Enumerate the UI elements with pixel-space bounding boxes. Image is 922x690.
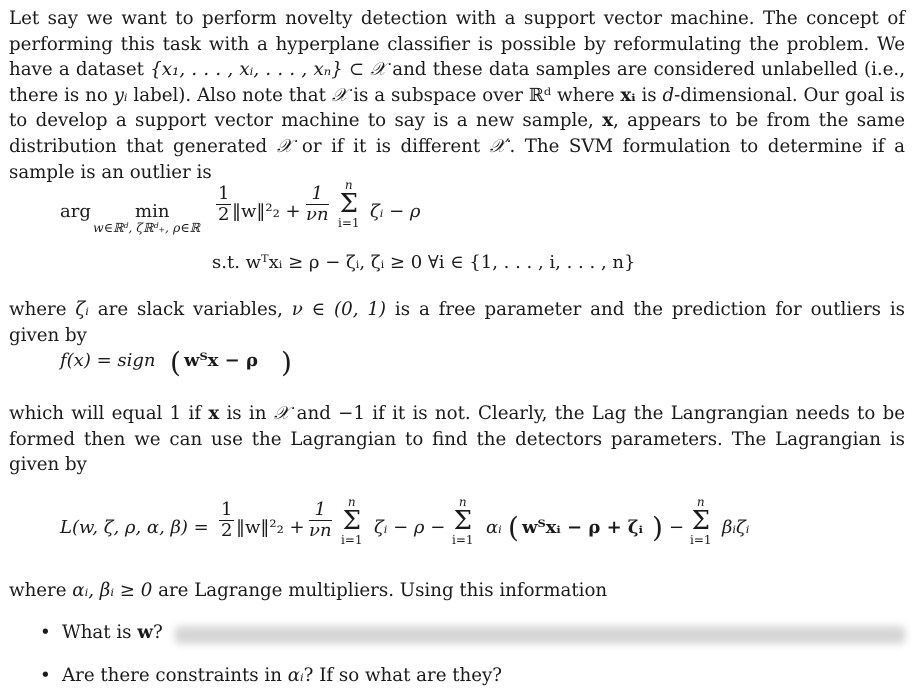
lagrangian-intro-paragraph: which will equal 1 if x is in 𝒳 and −1 if it is not. Clearly, the Lag the Langrangian needs to be formed then we can use the Lagrangian to find the detectors parameters. The Lagrangian is given by xyxy=(9,403,906,476)
text-run: . The SVM formulation to determine if a sample is an outlier is xyxy=(9,135,905,183)
math-yi: yᵢ xyxy=(113,84,128,106)
text-run: , appears to be from the same distribution that generated xyxy=(9,110,905,157)
summation-symbol: n Σ i=1 xyxy=(690,495,712,547)
left-paren: ( xyxy=(170,346,181,379)
arg-operator: arg xyxy=(60,201,91,222)
dataset-set-expression: {x₁, . . . , xᵢ, . . . , xₙ} ⊂ 𝒳 xyxy=(150,59,387,81)
text-run: or if it is different xyxy=(292,135,490,157)
min-subscript: w∈ℝᵈ, ζℝᵈ₊, ρ∈ℝ xyxy=(93,220,200,235)
summation-symbol: n Σ i=1 xyxy=(338,178,360,230)
math-zeta: ζᵢ xyxy=(75,299,89,320)
constraint-line: s.t. wᵀxᵢ ≥ ρ − ζᵢ, ζᵢ ≥ 0 ∀i ∈ {1, . . . , i, . . . , n} xyxy=(212,252,636,273)
summation-symbol: n Σ i=1 xyxy=(452,495,474,547)
norm-term: ‖w‖²₂ + xyxy=(232,201,301,222)
math-X: 𝒳 xyxy=(276,135,293,157)
document-page xyxy=(9,6,905,185)
text-run: -dimensional. Our goal is to develop a support vector machine to say is a new sample, xyxy=(9,84,905,132)
math-X: 𝒳 xyxy=(273,403,290,424)
math-x: x xyxy=(208,403,220,424)
bullet-dot: • xyxy=(40,622,51,643)
constraint-inner: wᵀxᵢ − ρ + ζᵢ xyxy=(522,517,643,538)
intro-paragraph xyxy=(9,6,905,185)
math-alpha-beta: αᵢ, βᵢ ≥ 0 xyxy=(72,580,153,601)
math-x: x xyxy=(602,110,614,132)
math-nu-range: ν ∈ (0, 1) xyxy=(291,299,387,320)
one-half-fraction: $\frac{1}{2}$ xyxy=(221,499,233,541)
summation-symbol: n Σ i=1 xyxy=(341,495,363,547)
alpha-term: αᵢ xyxy=(486,517,502,538)
slack-rho-term: ζᵢ − ρ − xyxy=(374,517,446,538)
beta-term: βᵢζᵢ xyxy=(722,517,750,538)
one-half-fraction: $\frac{1}{2}$ xyxy=(218,183,230,225)
slack-paragraph: where ζᵢ are slack variables, ν ∈ (0, 1) is a free parameter and the prediction for outliers is given by xyxy=(9,299,906,346)
norm-term: ‖w‖²₂ + xyxy=(236,517,305,538)
prediction-lhs: f(x) = sign xyxy=(60,350,156,371)
redacted-text xyxy=(175,626,905,644)
math-X-prime: 𝒳′ xyxy=(489,135,510,157)
one-over-nu-n-fraction: $\frac{1}{\nu n}$ xyxy=(306,183,329,225)
prediction-inner: wᵀx − ρ xyxy=(184,350,258,371)
text-run: Let say we want to perform novelty detection with a support vector machine. The concept of performing this task with a hyperplane classifier is possible by reformulating the problem. We have a dataset xyxy=(9,8,905,81)
math-d: d xyxy=(662,84,675,106)
bullet-dot: • xyxy=(40,665,51,686)
right-paren: ) xyxy=(652,511,663,544)
one-over-nu-n-fraction: $\frac{1}{\nu n}$ xyxy=(309,499,332,541)
min-operator: min xyxy=(135,201,170,222)
lagrangian-lhs: L(w, ζ, ρ, α, β) = xyxy=(60,517,209,538)
right-paren: ) xyxy=(281,346,292,379)
multipliers-paragraph: where αᵢ, βᵢ ≥ 0 are Lagrange multipliers. Using this information xyxy=(9,580,608,601)
left-paren: ( xyxy=(508,511,519,544)
minus-sign: − xyxy=(669,517,685,538)
math-Rd: ℝᵈ xyxy=(528,84,552,106)
math-xi: xᵢ xyxy=(620,84,636,106)
text-run: is xyxy=(635,84,663,106)
math-alpha-i: αᵢ xyxy=(287,665,304,686)
math-X: 𝒳 xyxy=(331,84,348,106)
slack-minus-rho: ζᵢ − ρ xyxy=(370,201,421,222)
text-run: where xyxy=(551,84,621,106)
text-run: label). Also note that xyxy=(127,84,332,106)
text-run: is a subspace over xyxy=(347,84,529,106)
text-run: and these data samples are considered unlabelled (i.e., there is no xyxy=(9,59,905,106)
math-w: w xyxy=(137,622,153,643)
